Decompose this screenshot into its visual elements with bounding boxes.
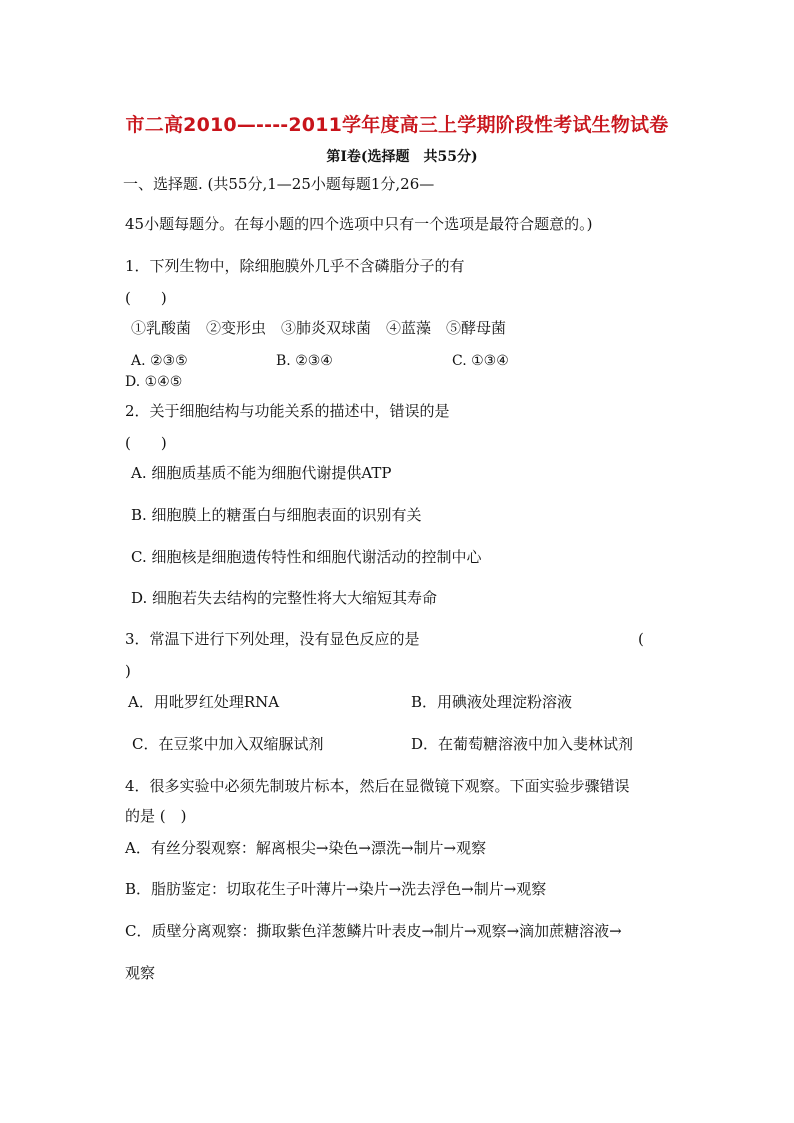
q3-option-d: D．在葡萄糖溶液中加入斐林试剂: [411, 735, 634, 753]
q3-bracket-close: ): [125, 662, 131, 680]
q1-option-d: D. ①④⑤: [125, 374, 183, 390]
q2-option-a: A. 细胞质基质不能为细胞代谢提供ATP: [131, 464, 392, 482]
q2-option-c: C. 细胞核是细胞遗传特性和细胞代谢活动的控制中心: [131, 548, 482, 566]
q4-option-c-continued: 观察: [125, 964, 156, 982]
exam-title: 市二高2010—----2011学年度高三上学期阶段性考试生物试卷: [125, 114, 669, 136]
q4-stem-line-2: 的是 ( ): [125, 807, 187, 825]
q4-option-a: A．有丝分裂观察：解离根尖→染色→漂洗→制片→观察: [125, 839, 487, 857]
q1-option-a: A. ②③⑤: [131, 353, 188, 369]
q2-option-d: D. 细胞若失去结构的完整性将大大缩短其寿命: [131, 589, 438, 607]
q3-stem: 3．常温下进行下列处理，没有显色反应的是: [125, 630, 420, 648]
section-subtitle: 第Ⅰ卷(选择题 共55分): [326, 149, 478, 165]
q1-answer-bracket: ( ): [125, 289, 167, 307]
q4-option-b: B．脂肪鉴定：切取花生子叶薄片→染片→洗去浮色→制片→观察: [125, 880, 547, 898]
q2-answer-bracket: ( ): [125, 434, 167, 452]
section-heading-line-1: 一、选择题. (共55分,1—25小题每题1分,26—: [123, 175, 435, 193]
q2-stem: 2．关于细胞结构与功能关系的描述中，错误的是: [125, 402, 450, 420]
section-heading-line-2: 45小题每题分。在每小题的四个选项中只有一个选项是最符合题意的。): [125, 215, 593, 233]
q1-stem: 1．下列生物中，除细胞膜外几乎不含磷脂分子的有: [125, 257, 465, 275]
q3-option-c: C．在豆浆中加入双缩脲试剂: [132, 735, 324, 753]
q3-option-a: A．用吡罗红处理RNA: [128, 693, 280, 711]
q4-option-c: C．质壁分离观察：撕取紫色洋葱鳞片叶表皮→制片→观察→滴加蔗糖溶液→: [125, 922, 622, 940]
q4-stem-line-1: 4．很多实验中必须先制玻片标本，然后在显微镜下观察。下面实验步骤错误: [125, 777, 630, 795]
q1-items: ①乳酸菌 ②变形虫 ③肺炎双球菌 ④蓝藻 ⑤酵母菌: [131, 319, 507, 337]
q3-bracket-open: (: [638, 630, 644, 648]
q3-option-b: B．用碘液处理淀粉溶液: [411, 693, 573, 711]
q1-option-c: C. ①③④: [452, 353, 509, 369]
q1-option-b: B. ②③④: [276, 353, 333, 369]
q2-option-b: B. 细胞膜上的糖蛋白与细胞表面的识别有关: [131, 506, 422, 524]
